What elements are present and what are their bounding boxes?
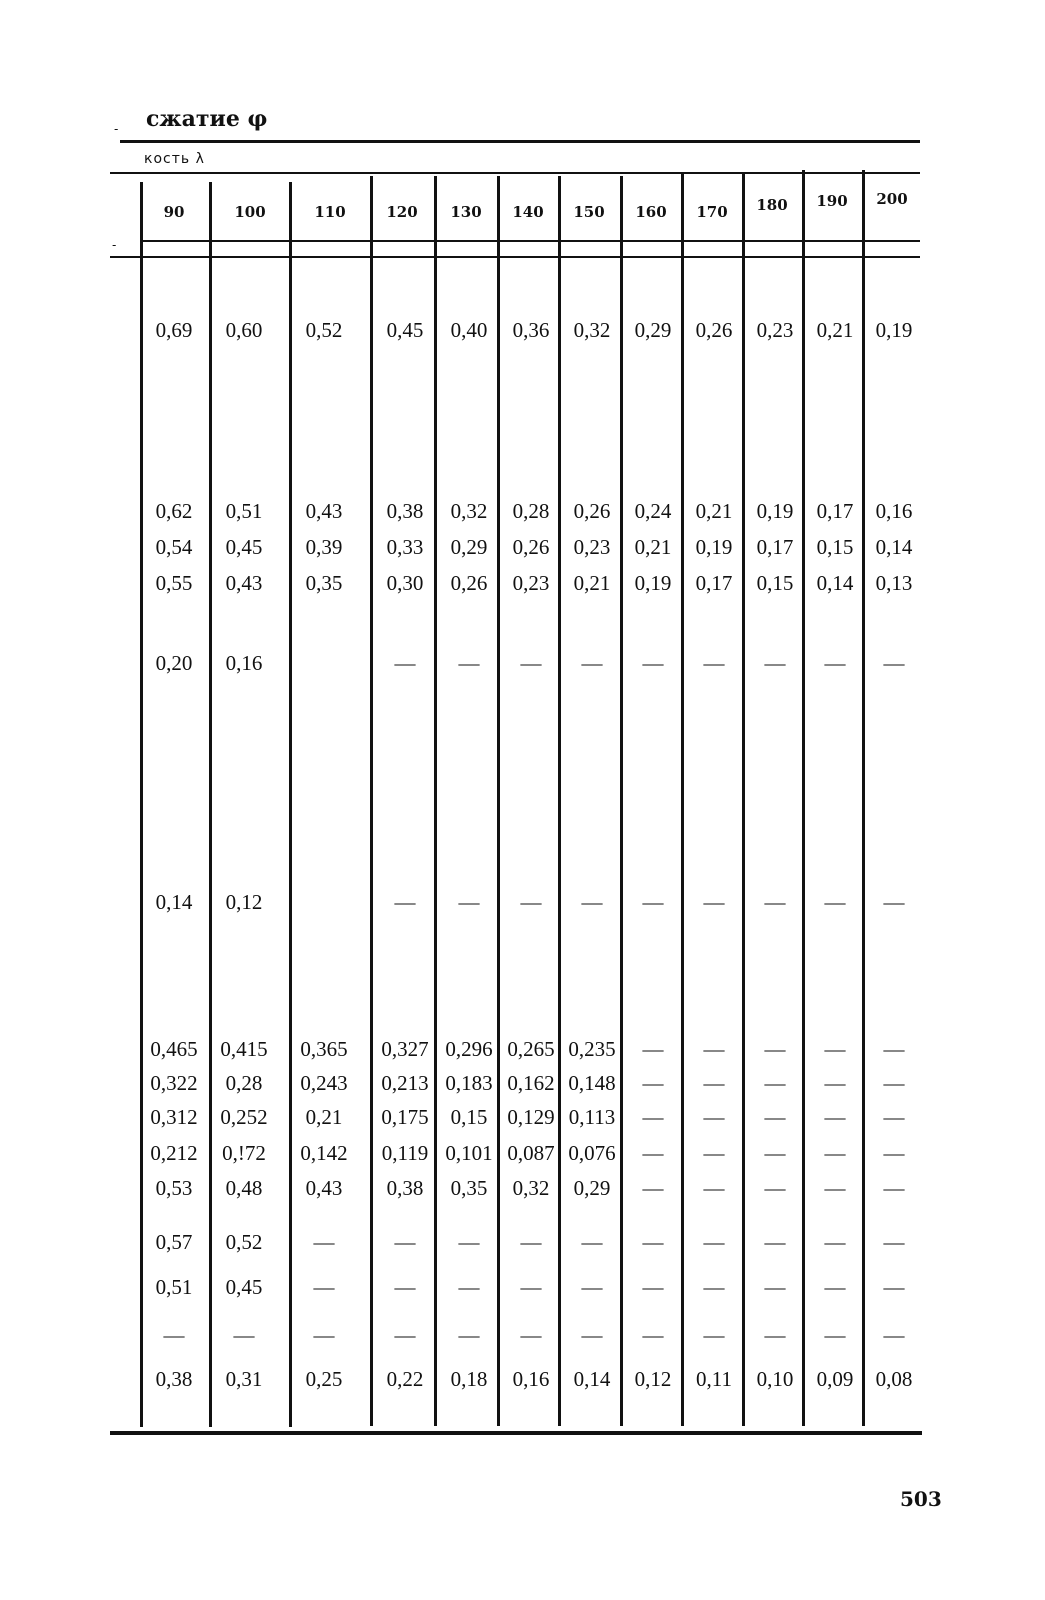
table-cell: 0,51 [155, 1275, 193, 1299]
table-cell: — [703, 1176, 725, 1200]
table-cell: — [313, 1230, 335, 1254]
table-cell: — [520, 1323, 542, 1347]
table-cell: — [824, 1071, 846, 1095]
table-cell: 0,15 [756, 571, 794, 595]
table-cell: — [703, 1071, 725, 1095]
table-cell: 0,16 [225, 651, 263, 675]
table-cell: 0,14 [573, 1367, 611, 1391]
table-cell: 0,69 [155, 318, 193, 342]
table-cell: — [764, 1323, 786, 1347]
table-cell: — [581, 1275, 603, 1299]
table-cell: 0,52 [225, 1230, 263, 1254]
table-cell: 0,22 [386, 1367, 424, 1391]
table-cell: 0,415 [220, 1037, 268, 1061]
table-cell: 0,26 [695, 318, 733, 342]
column-header: 130 [450, 203, 482, 221]
table-cell: — [642, 1037, 664, 1061]
table-cell: 0,162 [507, 1071, 555, 1095]
table-cell: 0,15 [816, 535, 854, 559]
table-cell: 0,38 [386, 1176, 424, 1200]
table-cell: — [642, 1323, 664, 1347]
table-cell: — [824, 1230, 846, 1254]
table-cell: — [764, 1071, 786, 1095]
table-cell: — [581, 890, 603, 914]
table-cell: 0,43 [225, 571, 263, 595]
table-cell: — [642, 1230, 664, 1254]
table-cell: — [824, 1275, 846, 1299]
top-rule [120, 140, 920, 143]
table-cell: 0,16 [875, 499, 913, 523]
table-cell: 0,235 [568, 1037, 616, 1061]
table-cell: — [824, 1141, 846, 1165]
table-cell: — [703, 1141, 725, 1165]
column-header: 110 [314, 203, 346, 221]
table-cell: 0,26 [450, 571, 488, 595]
table-cell: — [394, 1230, 416, 1254]
table-cell: — [764, 890, 786, 914]
table-cell: 0,26 [573, 499, 611, 523]
table-cell: — [883, 1141, 905, 1165]
table-cell: 0,32 [573, 318, 611, 342]
table-subtitle: кость λ [144, 151, 205, 167]
table-cell: — [883, 1071, 905, 1095]
table-cell: 0,35 [450, 1176, 488, 1200]
table-cell: 0,312 [150, 1105, 198, 1129]
table-cell: — [824, 1323, 846, 1347]
table-cell: 0,23 [573, 535, 611, 559]
table-cell: 0,19 [875, 318, 913, 342]
table-cell: 0,12 [225, 890, 263, 914]
table-cell: 0,31 [225, 1367, 263, 1391]
subtitle-rule [110, 172, 920, 174]
table-cell: — [581, 1230, 603, 1254]
table-cell: 0,113 [568, 1105, 616, 1129]
table-cell: 0,17 [756, 535, 794, 559]
table-cell: 0,21 [695, 499, 733, 523]
table-cell: 0,148 [568, 1071, 616, 1095]
table-cell: 0,43 [305, 1176, 343, 1200]
table-cell: — [764, 1230, 786, 1254]
margin-mark: - [112, 238, 117, 252]
table-cell: — [703, 1105, 725, 1129]
table-cell: 0,15 [450, 1105, 488, 1129]
table-cell: — [642, 1071, 664, 1095]
table-cell: — [394, 651, 416, 675]
table-cell: 0,48 [225, 1176, 263, 1200]
table-cell: — [824, 1105, 846, 1129]
table-cell: — [642, 651, 664, 675]
table-cell: — [824, 1176, 846, 1200]
column-header: 120 [386, 203, 418, 221]
table-cell: — [520, 1275, 542, 1299]
table-cell: 0,51 [225, 499, 263, 523]
table-cell: 0,45 [386, 318, 424, 342]
table-cell: — [764, 1037, 786, 1061]
table-cell: 0,212 [150, 1141, 198, 1165]
table-cell: 0,26 [512, 535, 550, 559]
table-cell: 0,252 [220, 1105, 268, 1129]
table-cell: 0,13 [875, 571, 913, 595]
table-cell: 0,28 [225, 1071, 263, 1095]
table-cell: — [764, 1105, 786, 1129]
table-cell: 0,14 [816, 571, 854, 595]
table-cell: 0,24 [634, 499, 672, 523]
table-cell: 0,54 [155, 535, 193, 559]
table-cell: 0,39 [305, 535, 343, 559]
table-cell: 0,243 [300, 1071, 348, 1095]
table-cell: 0,43 [305, 499, 343, 523]
table-cell: 0,30 [386, 571, 424, 595]
table-cell: — [581, 651, 603, 675]
table-cell: 0,327 [381, 1037, 429, 1061]
table-cell: — [520, 1230, 542, 1254]
table-cell: — [883, 1275, 905, 1299]
table-cell: — [313, 1323, 335, 1347]
table-cell: — [394, 1275, 416, 1299]
table-cell: — [458, 1323, 480, 1347]
table-cell: 0,28 [512, 499, 550, 523]
table-cell: — [703, 1323, 725, 1347]
table-cell: 0,087 [507, 1141, 555, 1165]
table-cell: 0,32 [450, 499, 488, 523]
table-cell: 0,19 [634, 571, 672, 595]
table-cell: 0,10 [756, 1367, 794, 1391]
table-cell: 0,101 [445, 1141, 493, 1165]
table-cell: — [642, 1176, 664, 1200]
table-cell: 0,119 [381, 1141, 429, 1165]
table-cell: 0,55 [155, 571, 193, 595]
table-cell: 0,19 [695, 535, 733, 559]
table-cell: — [703, 1230, 725, 1254]
table-cell: — [581, 1323, 603, 1347]
table-cell: 0,19 [756, 499, 794, 523]
table-cell: 0,23 [756, 318, 794, 342]
table-cell: 0,183 [445, 1071, 493, 1095]
table-cell: — [458, 651, 480, 675]
table-cell: — [764, 651, 786, 675]
table-cell: — [520, 890, 542, 914]
table-cell: — [703, 1275, 725, 1299]
table-cell: — [824, 890, 846, 914]
table-cell: — [703, 651, 725, 675]
table-cell: 0,45 [225, 1275, 263, 1299]
table-cell: 0,35 [305, 571, 343, 595]
table-cell: 0,40 [450, 318, 488, 342]
table-cell: — [313, 1275, 335, 1299]
table-cell: 0,175 [381, 1105, 429, 1129]
table-cell: 0,!72 [222, 1141, 266, 1165]
table-cell: — [764, 1141, 786, 1165]
table-cell: — [520, 651, 542, 675]
table-cell: — [233, 1323, 255, 1347]
table-cell: — [394, 1323, 416, 1347]
table-cell: 0,17 [695, 571, 733, 595]
column-header: 90 [163, 203, 185, 221]
table-cell: 0,33 [386, 535, 424, 559]
table-cell: 0,18 [450, 1367, 488, 1391]
table-cell: 0,12 [634, 1367, 672, 1391]
table-cell: — [883, 651, 905, 675]
table-cell: 0,365 [300, 1037, 348, 1061]
table-cell: 0,11 [696, 1367, 732, 1391]
table-cell: 0,16 [512, 1367, 550, 1391]
table-cell: — [394, 890, 416, 914]
table-cell: — [163, 1323, 185, 1347]
table-cell: 0,17 [816, 499, 854, 523]
table-title: сжатие φ [146, 106, 268, 132]
column-header: 140 [512, 203, 544, 221]
column-header: 150 [573, 203, 605, 221]
table-cell: — [458, 890, 480, 914]
table-bottom-rule [110, 1431, 922, 1435]
table-cell: 0,465 [150, 1037, 198, 1061]
column-header: 180 [756, 196, 788, 214]
header-bottom-rule-2 [110, 256, 920, 258]
table-cell: — [764, 1176, 786, 1200]
table-cell: 0,21 [634, 535, 672, 559]
table-cell: 0,08 [875, 1367, 913, 1391]
table-cell: 0,29 [573, 1176, 611, 1200]
table-cell: 0,322 [150, 1071, 198, 1095]
table-cell: 0,38 [155, 1367, 193, 1391]
table-cell: — [764, 1275, 786, 1299]
table-cell: — [883, 1105, 905, 1129]
table-cell: 0,45 [225, 535, 263, 559]
table-cell: 0,21 [305, 1105, 343, 1129]
column-header: 170 [696, 203, 728, 221]
table-cell: 0,38 [386, 499, 424, 523]
table-cell: 0,57 [155, 1230, 193, 1254]
table-cell: 0,142 [300, 1141, 348, 1165]
table-cell: 0,52 [305, 318, 343, 342]
table-cell: 0,265 [507, 1037, 555, 1061]
table-cell: — [642, 1141, 664, 1165]
table-cell: 0,296 [445, 1037, 493, 1061]
table-cell: — [824, 1037, 846, 1061]
table-cell: — [703, 1037, 725, 1061]
table-cell: — [883, 890, 905, 914]
table-cell: 0,20 [155, 651, 193, 675]
table-cell: — [883, 1176, 905, 1200]
table-cell: 0,21 [573, 571, 611, 595]
table-cell: 0,213 [381, 1071, 429, 1095]
column-header: 190 [816, 192, 848, 210]
table-cell: 0,36 [512, 318, 550, 342]
column-header: 100 [234, 203, 266, 221]
table-cell: 0,29 [450, 535, 488, 559]
table-cell: — [458, 1230, 480, 1254]
table-cell: — [703, 890, 725, 914]
column-header: 200 [876, 190, 908, 208]
table-cell: 0,21 [816, 318, 854, 342]
page-number: 503 [900, 1487, 942, 1511]
table-cell: 0,25 [305, 1367, 343, 1391]
margin-mark: - [114, 122, 119, 136]
table-cell: — [883, 1323, 905, 1347]
table-cell: — [642, 1275, 664, 1299]
table-cell: 0,62 [155, 499, 193, 523]
table-cell: 0,29 [634, 318, 672, 342]
column-header: 160 [635, 203, 667, 221]
table-cell: 0,076 [568, 1141, 616, 1165]
table-cell: 0,60 [225, 318, 263, 342]
table-cell: — [642, 1105, 664, 1129]
table-cell: 0,14 [875, 535, 913, 559]
table-cell: — [824, 651, 846, 675]
table-cell: — [642, 890, 664, 914]
table-cell: 0,23 [512, 571, 550, 595]
table-cell: 0,129 [507, 1105, 555, 1129]
table-cell: 0,09 [816, 1367, 854, 1391]
table-cell: 0,14 [155, 890, 193, 914]
table-cell: — [458, 1275, 480, 1299]
table-cell: — [883, 1230, 905, 1254]
table-cell: — [883, 1037, 905, 1061]
table-cell: 0,53 [155, 1176, 193, 1200]
table-cell: 0,32 [512, 1176, 550, 1200]
